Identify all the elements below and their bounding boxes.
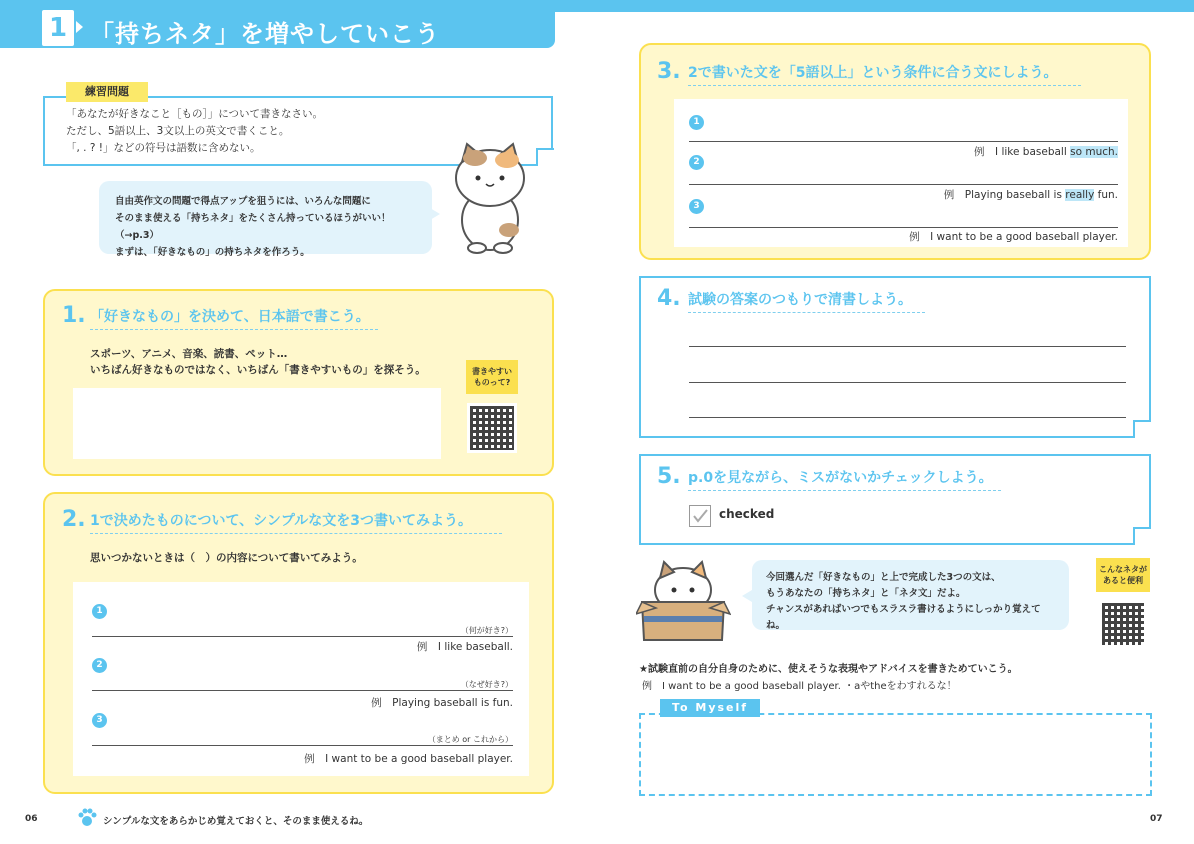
row-note: （何が好き?） [460, 626, 513, 635]
to-myself-box[interactable] [639, 713, 1152, 796]
hint-line: 自由英作文の問題で得点アップを狙うには、いろんな問題に [115, 196, 371, 207]
page-number: 07 [1150, 814, 1163, 824]
paw-icon [76, 807, 98, 829]
row-example: 例 Playing baseball is really fun. [943, 189, 1118, 201]
qr-label-text: あると便利 [1103, 576, 1143, 585]
header-stripe [555, 0, 1194, 12]
answer-field[interactable] [73, 388, 441, 459]
write-line[interactable] [689, 417, 1126, 418]
exercise-line: ただし、5語以上、3文以上の英文で書くこと。 [66, 125, 290, 137]
bubble-line: チャンスがあればいつでもスラスラ書けるようにしっかり覚えてね。 [766, 604, 1041, 631]
bubble-tail-icon [430, 208, 440, 220]
exercise-tag: 練習問題 [66, 82, 148, 102]
qr-label-text: ものって? [473, 378, 511, 387]
cat-in-box-icon [636, 560, 731, 645]
footer-tip: シンプルな文をあらかじめ覚えておくと、そのまま使えるね。 [103, 816, 369, 827]
section-title: 1で決めたものについて、シンプルな文を3つ書いてみよう。 [90, 510, 502, 534]
row-note: （なぜ好き?） [460, 680, 513, 689]
page-title: 「持ちネタ」を増やしていこう [90, 20, 440, 48]
write-line[interactable] [689, 141, 1118, 142]
page-fold-icon [536, 148, 554, 166]
section-title: p.0を見ながら、ミスがないかチェックしよう。 [688, 467, 1001, 491]
qr-code-icon[interactable] [1099, 600, 1147, 648]
row-number: 3 [92, 713, 107, 728]
exercise-line: 「あなたが好きなこと［もの］」について書きなさい。 [66, 108, 324, 120]
to-myself-tag: To Myself [660, 699, 760, 717]
row-number: 3 [689, 199, 704, 214]
cat-mascot-icon [445, 140, 535, 255]
write-line[interactable] [689, 382, 1126, 383]
chapter-arrow-icon [76, 21, 83, 33]
check-box[interactable] [689, 505, 711, 527]
section-title: 試験の答案のつもりで清書しよう。 [688, 289, 925, 313]
body-text: いちばん好きなものではなく、いちばん「書きやすいもの」を探そう。 [90, 364, 426, 376]
row-number: 2 [92, 658, 107, 673]
row-number: 1 [689, 115, 704, 130]
write-line[interactable] [92, 690, 513, 691]
body-text: スポーツ、アニメ、音楽、読書、ペット… [90, 348, 288, 360]
page-number: 06 [25, 814, 38, 824]
row-note: （まとめ or これから） [427, 735, 513, 744]
page-fold-icon [1133, 527, 1151, 545]
row-example: 例 I like baseball so much. [974, 146, 1118, 158]
bubble-tail-icon [742, 590, 752, 602]
qr-label-text: 書きやすい [472, 367, 512, 376]
section-number: 4. [657, 286, 681, 311]
hint-line: まずは、「好きなもの」の持ちネタを作ろう。 [115, 247, 310, 258]
answer-area [674, 99, 1128, 247]
hint-line: そのまま使える「持ちネタ」をたくさん持っているほうがいい！（→p.3） [115, 213, 391, 241]
body-text: 思いつかないときは（ ）の内容について書いてみよう。 [90, 552, 363, 564]
row-number: 1 [92, 604, 107, 619]
write-line[interactable] [689, 227, 1118, 228]
write-line[interactable] [689, 346, 1126, 347]
row-example: 例 Playing baseball is fun. [371, 697, 513, 709]
section-title: 「好きなもの」を決めて、日本語で書こう。 [90, 306, 378, 330]
hint-bubble [99, 181, 432, 258]
section-number: 3. [657, 59, 681, 84]
speech-bubble [752, 560, 1069, 630]
exercise-line: 「, . ? !」などの符号は語数に含めない。 [66, 142, 261, 154]
bubble-line: 今回選んだ「好きなもの」と上で完成した3つの文は、 [766, 572, 1001, 583]
section-title: 2で書いた文を「5語以上」という条件に合う文にしよう。 [688, 62, 1081, 86]
section-number: 1. [62, 303, 86, 328]
memo-intro: ★試験直前の自分自身のために、使えそうな表現やアドバイスを書きためていこう。 [639, 664, 1018, 675]
write-line[interactable] [92, 745, 513, 746]
section-number: 5. [657, 464, 681, 489]
qr-label [466, 360, 518, 394]
row-number: 2 [689, 155, 704, 170]
chapter-number: 1 [42, 10, 74, 46]
section-number: 2. [62, 507, 86, 532]
qr-label [1096, 558, 1150, 592]
qr-label-text: こんなネタが [1099, 565, 1147, 574]
checkbox-label: checked [719, 507, 775, 521]
row-example: 例 I want to be a good baseball player. [304, 753, 513, 765]
write-line[interactable] [92, 636, 513, 637]
row-example: 例 I want to be a good baseball player. [909, 231, 1118, 243]
row-example: 例 I like baseball. [416, 641, 513, 653]
qr-code-icon[interactable] [467, 403, 517, 453]
bubble-line: もうあなたの「持ちネタ」と「ネタ文」だよ。 [766, 588, 966, 599]
check-icon [690, 506, 710, 526]
page-fold-icon [1133, 420, 1151, 438]
memo-example: 例 I want to be a good baseball player. ・aやtheをわすれるな！ [642, 681, 957, 692]
write-line[interactable] [689, 184, 1118, 185]
